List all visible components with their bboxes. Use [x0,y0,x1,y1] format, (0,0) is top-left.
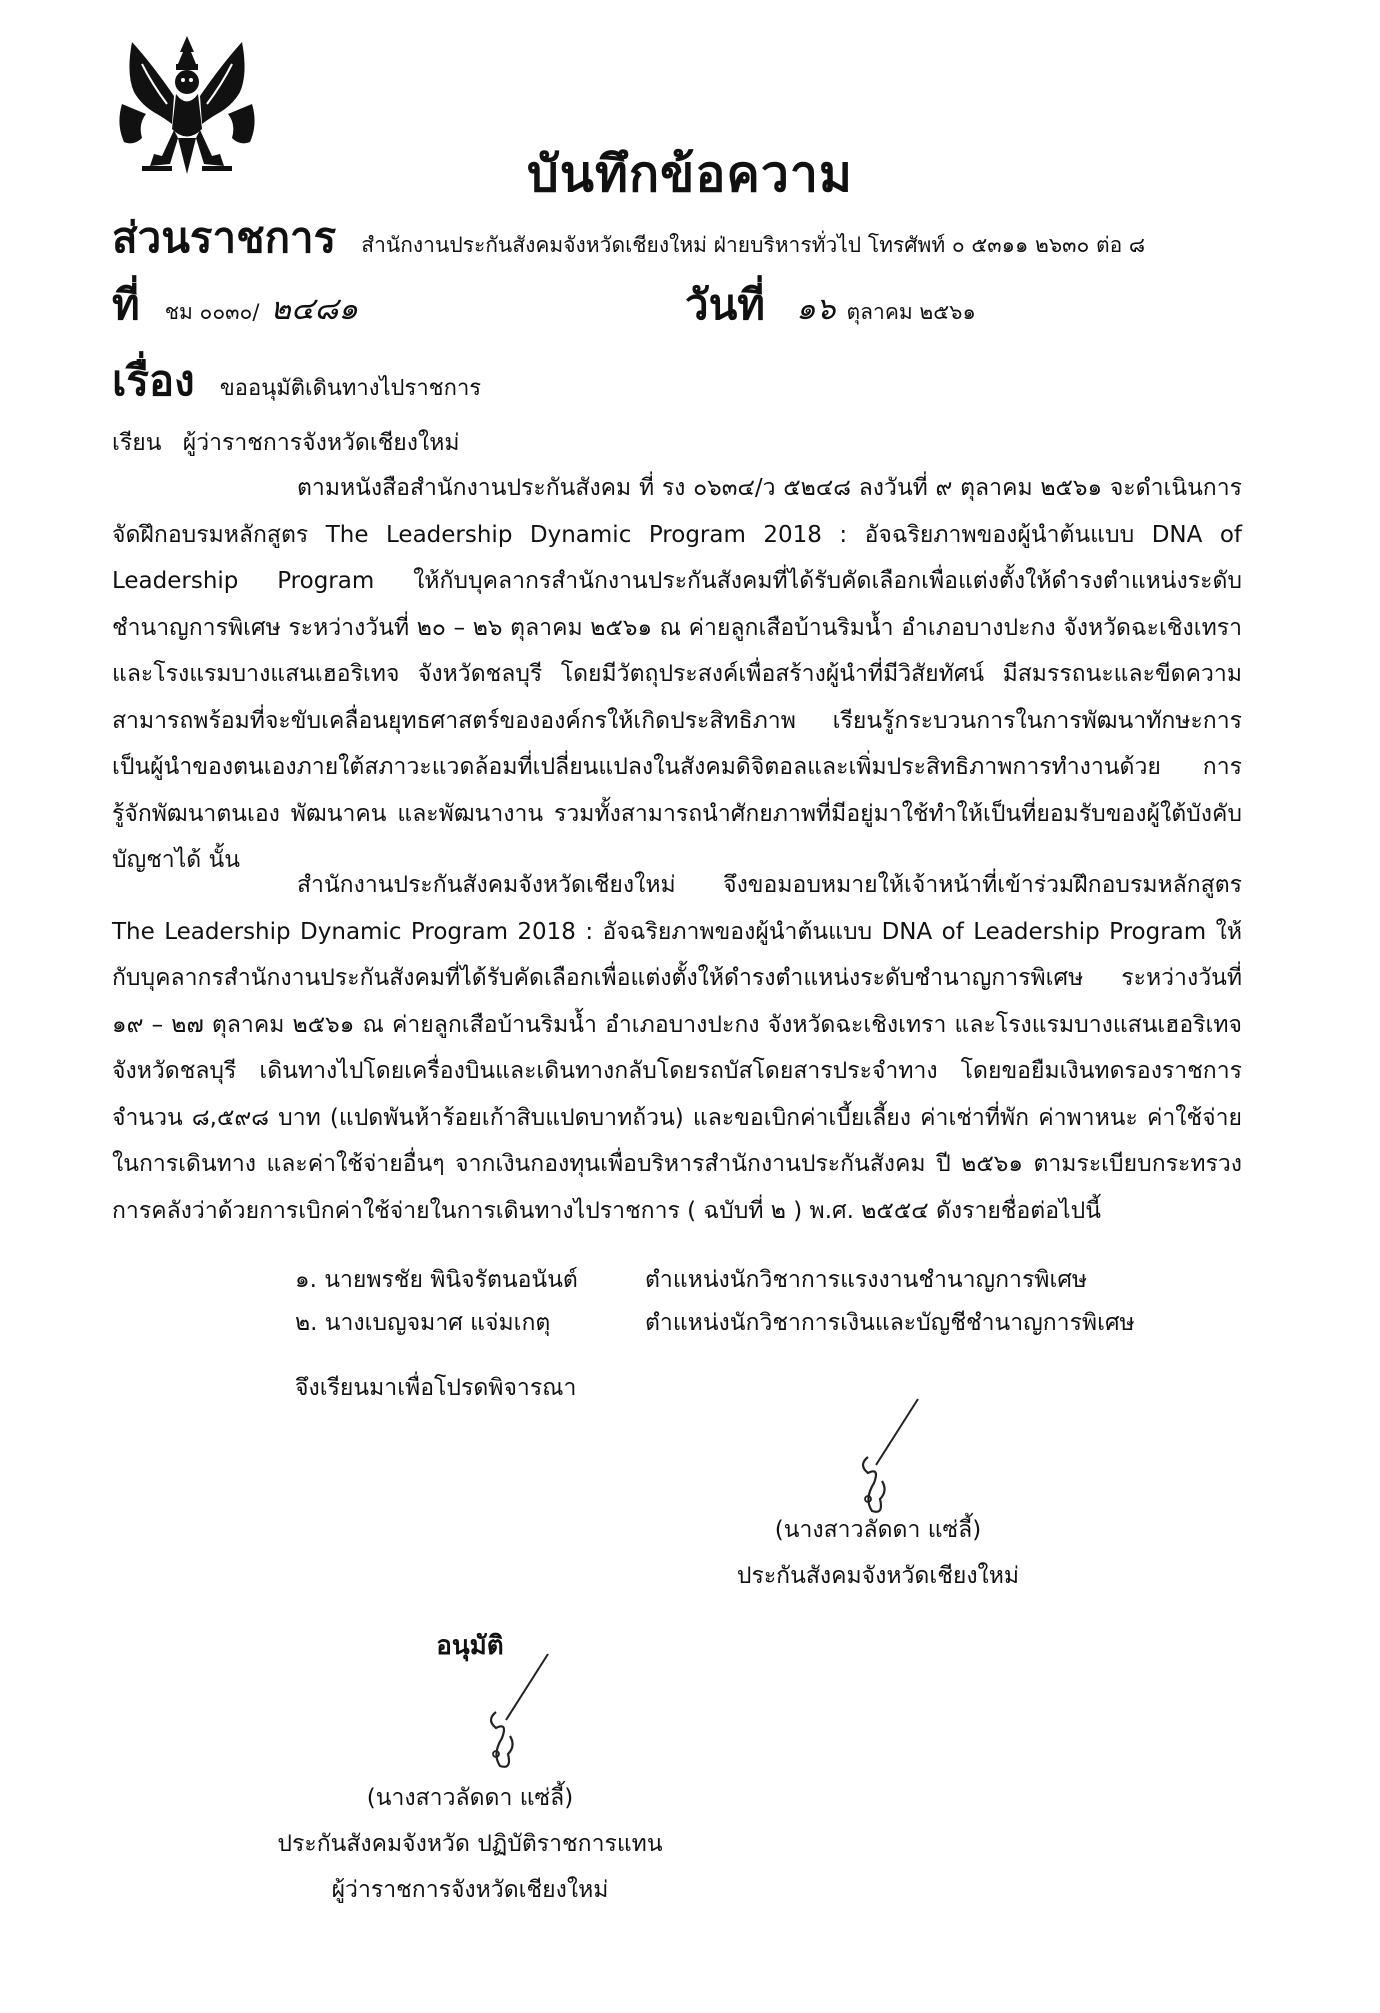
reference-number: ๒๔๘๑ [270,291,359,327]
approver-title-line-1: ประกันสังคมจังหวัด ปฏิบัติราชการแทน [277,1831,663,1857]
subject-label: เรื่อง [112,356,195,405]
subject-value: ขออนุมัติเดินทางไปราชการ [219,376,482,401]
staff-list-item [295,1262,1088,1298]
approval-signature-mark [450,1650,560,1775]
body-paragraph-1: ตามหนังสือสำนักงานประกันสังคม ที่ รง ๐๖๓๔/ว ๕๒๔๘ ลงวันที่ ๙ ตุลาคม ๒๕๖๑ จะดำเนินการจัดฝึกอบรมหลักสูตร The Leadership Dynamic Program 2018 : อัจฉริยภาพของผู้นำต้นแบบ DNA of Leadership Program ให้กับบุคลากรสำนักงานประกันสังคมที่ได้รับคัดเลือกเพื่อแต่งตั้งให้ดำรงตำแหน่งระดับชำนาญการพิเศษ ระหว่างวันที่ ๒๐ – ๒๖ ตุลาคม ๒๕๖๑ ณ ค่ายลูกเสือบ้านริมน้ำ อำเภอบางปะกง จังหวัดฉะเชิงเทรา และโรงแรมบางแสนเฮอริเทจ จังหวัดชลบุรี โดยมีวัตถุประสงค์เพื่อสร้างผู้นำที่มีวิสัยทัศน์ มีสมรรถนะและขีดความสามารถพร้อมที่จะขับเคลื่อนยุทธศาสตร์ขององค์กรให้เกิดประสิทธิภาพ เรียนรู้กระบวนการในการพัฒนาทักษะการเป็นผู้นำของตนเองภายใต้สภาวะแวดล้อมที่เปลี่ยนแปลงในสังคมดิจิตอลและเพิ่มประสิทธิภาพการทำงานด้วย การรู้จักพัฒนาตนเอง พัฒนาคน และพัฒนางาน รวมทั้งสามารถนำศักยภาพที่มีอยู่มาใช้ทำให้เป็นที่ยอมรับของผู้ใต้บังคับบัญชาได้ นั้น [112,475,1242,873]
signatory-title: ประกันสังคมจังหวัดเชียงใหม่ [736,1563,1020,1589]
reference-row [112,272,364,338]
staff-name: ๒. นางเบญจมาศ แจ่มเกตุ [295,1310,551,1336]
agency-value: สำนักงานประกันสังคมจังหวัดเชียงใหม่ ฝ่ายบริหารทั่วไป โทรศัพท์ ๐ ๕๓๑๑ ๒๖๓๐ ต่อ ๘ [361,233,1146,257]
salutation-value: ผู้ว่าราชการจังหวัดเชียงใหม่ [182,430,460,456]
reference-label: ที่ [112,280,140,329]
signature-mark [828,1395,938,1520]
document-title: บันทึกข้อความ [527,145,853,203]
approval-label: อนุมัติ [436,1631,504,1661]
agency-row [112,205,1145,271]
agency-label: ส่วนราชการ [112,213,337,262]
approver-title-line-2: ผู้ว่าราชการจังหวัดเชียงใหม่ [331,1877,609,1903]
date-label: วันที่ [685,280,765,329]
staff-position: ตำแหน่งนักวิชาการเงินและบัญชีชำนาญการพิเศษ [645,1310,1135,1336]
date-row [685,272,976,338]
reference-prefix: ชม ๐๐๓๐/ [164,300,260,324]
approver-name: (นางสาวลัดดา แซ่ลี้) [366,1785,574,1811]
salutation-row [112,425,460,461]
closing-text: จึงเรียนมาเพื่อโปรดพิจารณา [295,1375,577,1401]
subject-row [112,348,481,414]
staff-position: ตำแหน่งนักวิชาการแรงงานชำนาญการพิเศษ [645,1267,1088,1293]
body-paragraph-2: สำนักงานประกันสังคมจังหวัดเชียงใหม่ จึงขอมอบหมายให้เจ้าหน้าที่เข้าร่วมฝึกอบรมหลักสูตร The Leadership Dynamic Program 2018 : อัจฉริยภาพของผู้นำต้นแบบ DNA of Leadership Program ให้กับบุคลากรสำนักงานประกันสังคมที่ได้รับคัดเลือกเพื่อแต่งตั้งให้ดำรงตำแหน่งระดับชำนาญการพิเศษ ระหว่างวันที่ ๑๙ – ๒๗ ตุลาคม ๒๕๖๑ ณ ค่ายลูกเสือบ้านริมน้ำ อำเภอบางปะกง จังหวัดฉะเชิงเทรา และโรงแรมบางแสนเฮอริเทจ จังหวัดชลบุรี เดินทางไปโดยเครื่องบินและเดินทางกลับโดยรถบัสโดยสารประจำทาง โดยขอยืมเงินทดรองราชการ จำนวน ๘,๕๙๘ บาท (แปดพันห้าร้อยเก้าสิบแปดบาทถ้วน) และขอเบิกค่าเบี้ยเลี้ยง ค่าเช่าที่พัก ค่าพาหนะ ค่าใช้จ่ายในการเดินทาง และค่าใช้จ่ายอื่นๆ จากเงินกองทุนเพื่อบริหารสำนักงานประกันสังคม ปี ๒๕๖๑ ตามระเบียบกระทรวงการคลังว่าด้วยการเบิกค่าใช้จ่ายในการเดินทางไปราชการ ( ฉบับที่ ๒ ) พ.ศ. ๒๕๕๔ ดังรายชื่อต่อไปนี้ [112,872,1242,1224]
date-day: ๑๖ [796,291,836,327]
date-month-year: ตุลาคม ๒๕๖๑ [846,300,976,324]
salutation-label: เรียน [112,430,162,456]
staff-list-item [295,1305,1135,1341]
signatory-name: (นางสาวลัดดา แซ่ลี้) [774,1517,982,1543]
staff-name: ๑. นายพรชัย พินิจรัตนอนันต์ [295,1267,578,1293]
